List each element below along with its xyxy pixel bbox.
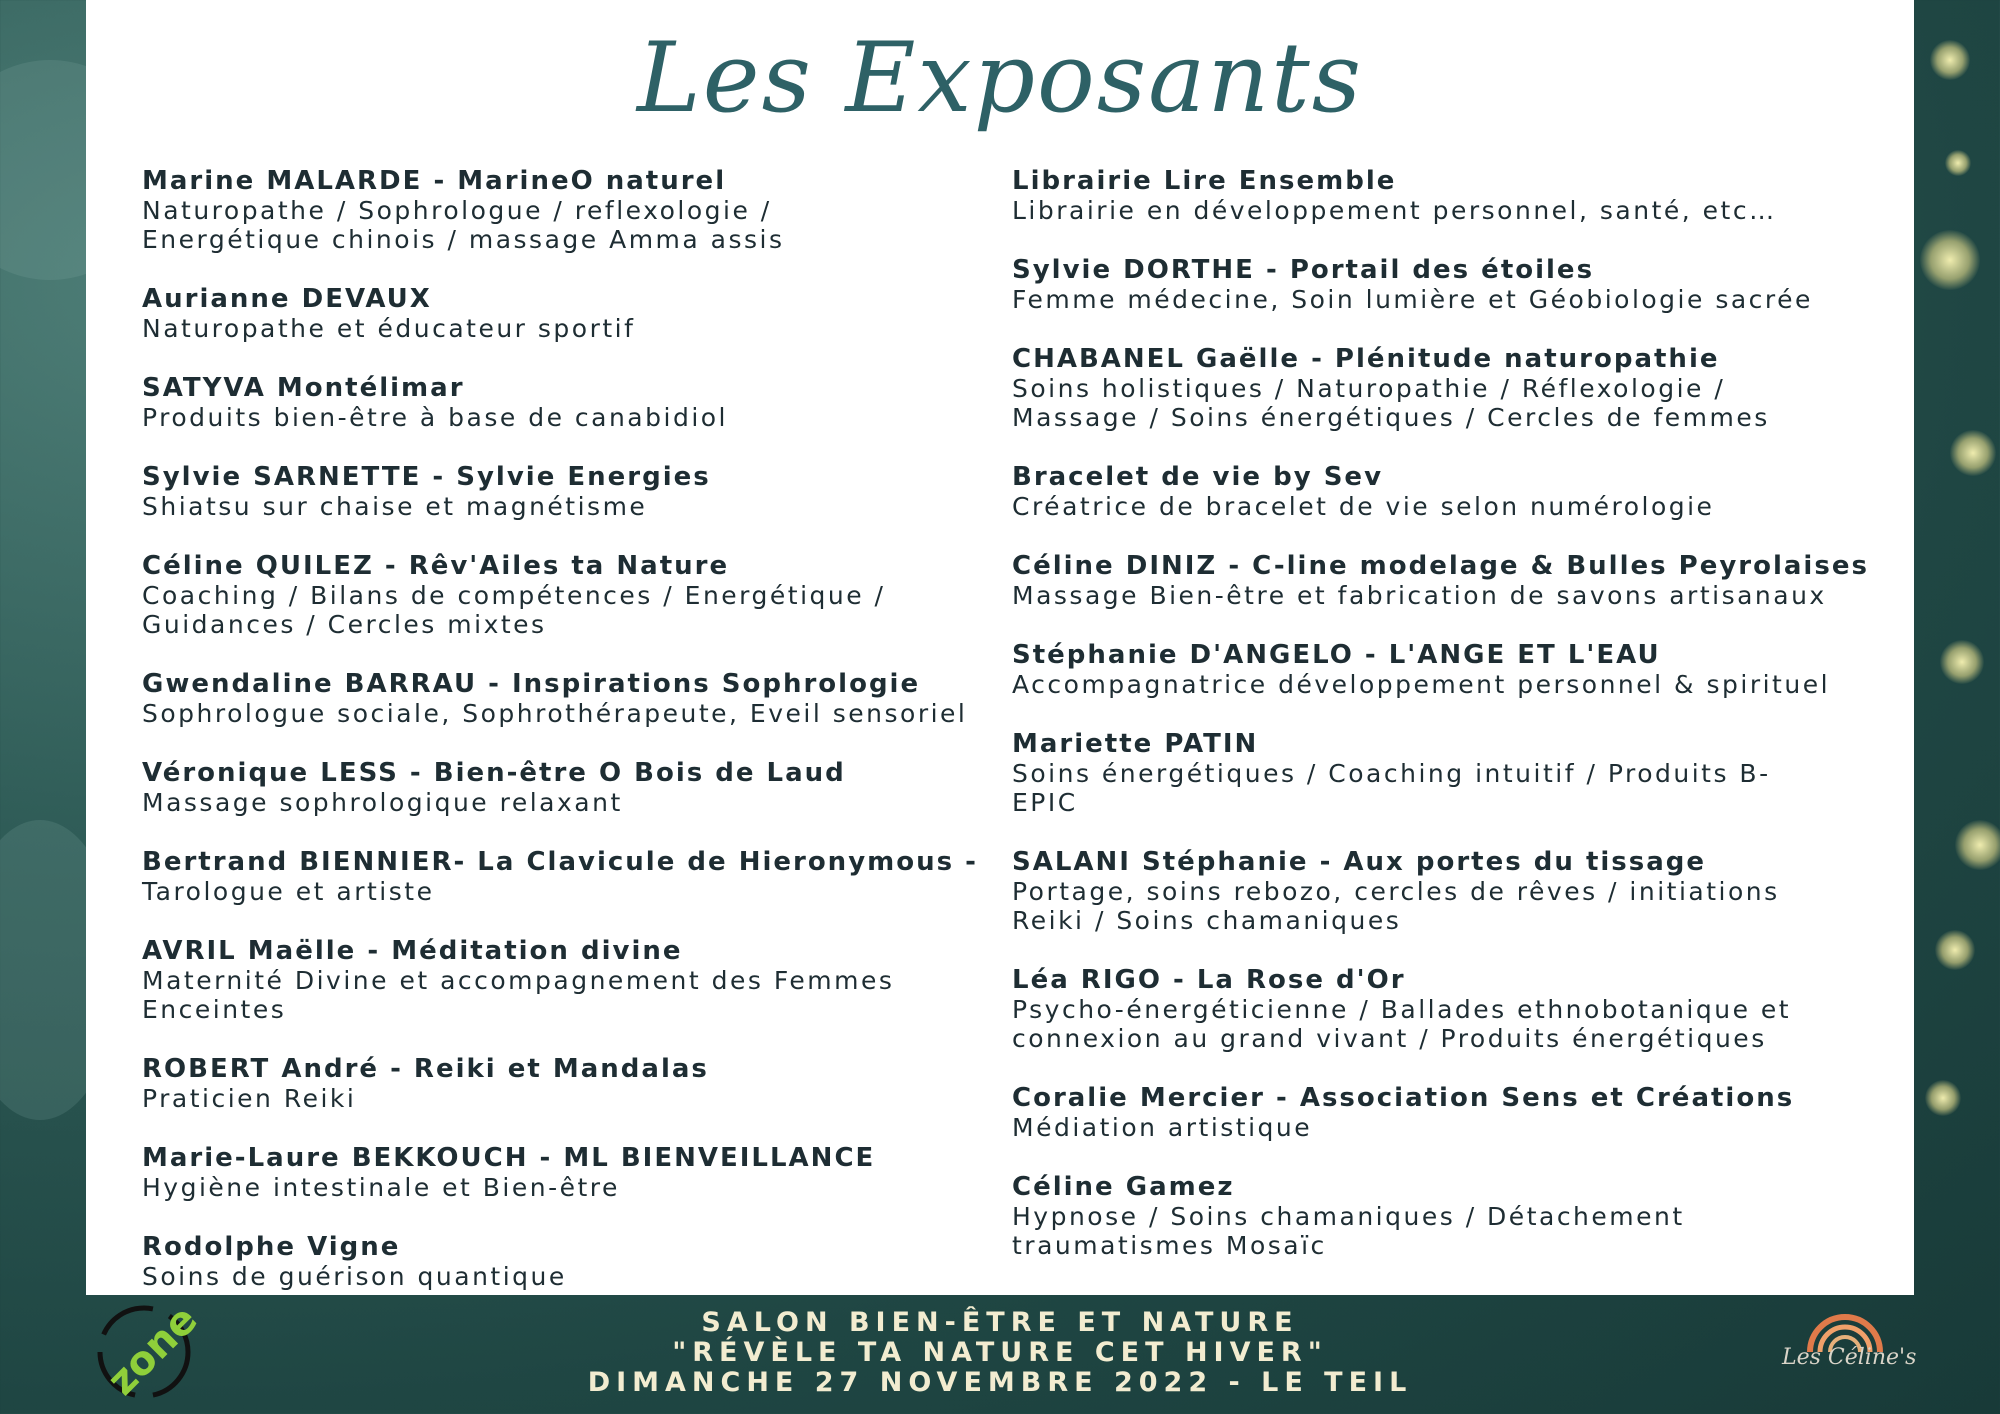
event-tagline: "RÉVÈLE TA NATURE CET HIVER"	[672, 1337, 1328, 1368]
exhibitor-entry	[142, 284, 1002, 343]
exhibitor-name: Marine MALARDE - MarineO naturel	[142, 166, 727, 196]
exhibitor-name: Stéphanie D'ANGELO - L'ANGE ET L'EAU	[1012, 640, 1661, 670]
exhibitor-entry	[1012, 255, 1892, 314]
exhibitor-name: Sylvie SARNETTE - Sylvie Energies	[142, 462, 711, 492]
bokeh-light	[1940, 640, 1984, 684]
exhibitor-entry	[142, 758, 1002, 817]
exhibitor-description: Médiation artistique	[1012, 1113, 1313, 1142]
exhibitor-description: Tarologue et artiste	[142, 877, 435, 906]
bokeh-light	[1955, 820, 2000, 870]
exhibitor-name: SATYVA Montélimar	[142, 373, 465, 403]
exhibitor-name: SALANI Stéphanie - Aux portes du tissage	[1012, 847, 1707, 877]
exhibitor-entry	[1012, 344, 1892, 432]
exhibitor-description: Praticien Reiki	[142, 1084, 357, 1113]
exhibitor-description: Guidances / Cercles mixtes	[142, 610, 547, 639]
exhibitors-right-column	[1012, 166, 1892, 1290]
exhibitor-entry	[1012, 965, 1892, 1053]
event-date-location: DIMANCHE 27 NOVEMBRE 2022 - LE TEIL	[587, 1367, 1413, 1398]
exhibitor-name: ROBERT André - Reiki et Mandalas	[142, 1054, 709, 1084]
exhibitor-description: Massage / Soins énergétiques / Cercles de femmes	[1012, 403, 1770, 432]
exhibitor-name: Rodolphe Vigne	[142, 1232, 401, 1262]
exhibitor-description: Naturopathe / Sophrologue / reflexologie /	[142, 196, 772, 225]
exhibitor-entry	[1012, 551, 1892, 610]
exhibitor-entry	[1012, 640, 1892, 699]
exhibitor-entry	[1012, 166, 1892, 225]
bokeh-light	[1925, 1080, 1961, 1116]
exhibitor-description: Produits bien-être à base de canabidiol	[142, 403, 729, 432]
exhibitor-description: connexion au grand vivant / Produits énergétiques	[1012, 1024, 1767, 1053]
exhibitor-name: Librairie Lire Ensemble	[1012, 166, 1397, 196]
exhibitor-name: CHABANEL Gaëlle - Plénitude naturopathie	[1012, 344, 1720, 374]
bokeh-light	[1945, 150, 1971, 176]
exhibitor-description: Accompagnatrice développement personnel & spirituel	[1012, 670, 1831, 699]
celine-logo	[1770, 1282, 1920, 1402]
exhibitor-entry	[1012, 462, 1892, 521]
exhibitor-name: Coralie Mercier - Association Sens et Créations	[1012, 1083, 1795, 1113]
exhibitor-description: Maternité Divine et accompagnement des Femmes	[142, 966, 895, 995]
exhibitor-name: Bertrand BIENNIER- La Clavicule de Hieronymous -	[142, 847, 978, 877]
exhibitor-entry	[142, 373, 1002, 432]
exhibitor-description: Reiki / Soins chamaniques	[1012, 906, 1402, 935]
exhibitor-name: Mariette PATIN	[1012, 729, 1259, 759]
exhibitor-description: Soins de guérison quantique	[142, 1262, 567, 1291]
exhibitor-description: Massage sophrologique relaxant	[142, 788, 623, 817]
exhibitor-entry	[142, 936, 1002, 1024]
exhibitor-description: traumatismes Mosaïc	[1012, 1231, 1327, 1260]
exhibitor-description: Créatrice de bracelet de vie selon numérologie	[1012, 492, 1715, 521]
exhibitor-entry	[142, 847, 1002, 906]
exhibitor-entry	[142, 462, 1002, 521]
exhibitor-entry	[142, 1232, 1002, 1291]
exhibitor-entry	[142, 669, 1002, 728]
exhibitor-name: Véronique LESS - Bien-être O Bois de Laud	[142, 758, 846, 788]
exhibitor-name: Céline DINIZ - C-line modelage & Bulles Peyrolaises	[1012, 551, 1869, 581]
exhibitor-name: Céline QUILEZ - Rêv'Ailes ta Nature	[142, 551, 730, 581]
event-name: SALON BIEN-ÊTRE ET NATURE	[701, 1307, 1299, 1338]
exhibitor-name: Gwendaline BARRAU - Inspirations Sophrologie	[142, 669, 921, 699]
exhibitor-entry	[142, 1143, 1002, 1202]
exhibitor-entry	[142, 551, 1002, 639]
bokeh-light	[1935, 930, 1975, 970]
exhibitor-description: Femme médecine, Soin lumière et Géobiologie sacrée	[1012, 285, 1813, 314]
exhibitor-description: Librairie en développement personnel, santé, etc…	[1012, 196, 1777, 225]
exhibitor-description: Portage, soins rebozo, cercles de rêves / initiations	[1012, 877, 1780, 906]
bokeh-light	[1950, 430, 1996, 476]
exhibitor-name: Léa RIGO - La Rose d'Or	[1012, 965, 1406, 995]
exhibitor-description: Enceintes	[142, 995, 287, 1024]
celine-logo-text: Les Céline's	[1782, 1345, 1917, 1370]
exhibitor-entry	[1012, 1172, 1892, 1260]
exhibitor-description: Naturopathe et éducateur sportif	[142, 314, 636, 343]
exhibitor-name: Bracelet de vie by Sev	[1012, 462, 1384, 492]
exhibitor-description: Hypnose / Soins chamaniques / Détachement	[1012, 1202, 1685, 1231]
exhibitor-entry	[1012, 729, 1892, 817]
exhibitor-entry	[142, 1054, 1002, 1113]
exhibitor-entry	[1012, 1083, 1892, 1142]
exhibitor-description: Soins holistiques / Naturopathie / Réflexologie /	[1012, 374, 1726, 403]
exhibitor-name: Sylvie DORTHE - Portail des étoiles	[1012, 255, 1595, 285]
event-footer	[0, 1308, 2000, 1398]
exhibitor-name: Aurianne DEVAUX	[142, 284, 432, 314]
exhibitor-description: Massage Bien-être et fabrication de savons artisanaux	[1012, 581, 1827, 610]
zone-logo	[86, 1298, 206, 1406]
page-title: Les Exposants	[637, 22, 1363, 134]
exhibitor-entry	[142, 166, 1002, 254]
exhibitor-description: EPIC	[1012, 788, 1078, 817]
exhibitor-description: Shiatsu sur chaise et magnétisme	[142, 492, 648, 521]
exhibitor-description: Sophrologue sociale, Sophrothérapeute, Eveil sensoriel	[142, 699, 968, 728]
bokeh-light	[1920, 230, 1980, 290]
exhibitor-name: AVRIL Maëlle - Méditation divine	[142, 936, 683, 966]
exhibitor-description: Coaching / Bilans de compétences / Energétique /	[142, 581, 886, 610]
exhibitor-name: Céline Gamez	[1012, 1172, 1235, 1202]
exhibitor-entry	[1012, 847, 1892, 935]
exhibitor-description: Hygiène intestinale et Bien-être	[142, 1173, 620, 1202]
exhibitor-description: Energétique chinois / massage Amma assis	[142, 225, 785, 254]
exhibitor-description: Psycho-énergéticienne / Ballades ethnobotanique et	[1012, 995, 1792, 1024]
zone-logo-text: zone	[98, 1298, 206, 1405]
exhibitors-left-column	[142, 166, 1002, 1321]
exhibitor-name: Marie-Laure BEKKOUCH - ML BIENVEILLANCE	[142, 1143, 876, 1173]
exhibitor-description: Soins énergétiques / Coaching intuitif / Produits B-	[1012, 759, 1771, 788]
